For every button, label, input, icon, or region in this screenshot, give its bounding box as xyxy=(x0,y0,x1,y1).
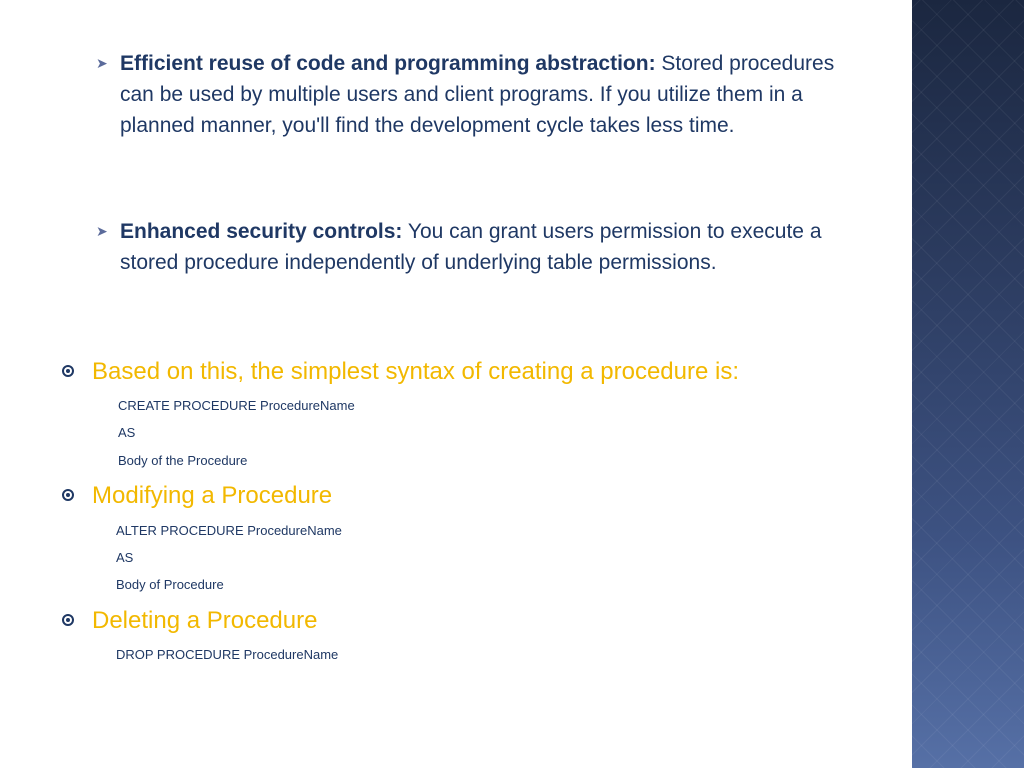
sub-bullet-bold: Efficient reuse of code and programming abstraction: xyxy=(120,52,656,75)
code-line: ALTER PROCEDURE ProcedureName xyxy=(116,523,342,538)
circle-dot-bullet-icon xyxy=(62,614,74,626)
code-line: DROP PROCEDURE ProcedureName xyxy=(116,647,339,662)
sub-bullet-body: Stored procedures can be used by multiple users and client programs. If you utilize them in a planned manner, you'll find the development cycle takes less time. xyxy=(120,52,835,137)
code-line: AS xyxy=(118,425,136,440)
sub-bullet-reuse xyxy=(96,48,836,141)
decorative-side-panel xyxy=(912,0,1024,768)
sub-bullet-text xyxy=(120,48,836,141)
sub-bullet-security xyxy=(96,216,836,278)
section-heading-delete xyxy=(62,606,317,636)
arrow-bullet-icon: ➤ xyxy=(96,55,108,71)
section-heading-create xyxy=(62,357,739,387)
code-line: CREATE PROCEDURE ProcedureName xyxy=(118,398,355,413)
circle-dot-bullet-icon xyxy=(62,489,74,501)
code-line: Body of Procedure xyxy=(116,577,224,592)
arrow-bullet-icon: ➤ xyxy=(96,223,108,239)
code-line: AS xyxy=(116,550,134,565)
sub-bullet-bold: Enhanced security controls: xyxy=(120,220,403,243)
section-heading-modify xyxy=(62,481,332,511)
section-heading-label: Based on this, the simplest syntax of creating a procedure is: xyxy=(92,358,740,385)
sub-bullet-text xyxy=(120,216,836,278)
sub-bullet-body: You can grant users permission to execute a stored procedure independently of underlying table permissions. xyxy=(120,220,822,274)
section-heading-label: Deleting a Procedure xyxy=(92,607,318,634)
code-line: Body of the Procedure xyxy=(118,453,248,468)
section-heading-label: Modifying a Procedure xyxy=(92,482,333,509)
circle-dot-bullet-icon xyxy=(62,365,74,377)
